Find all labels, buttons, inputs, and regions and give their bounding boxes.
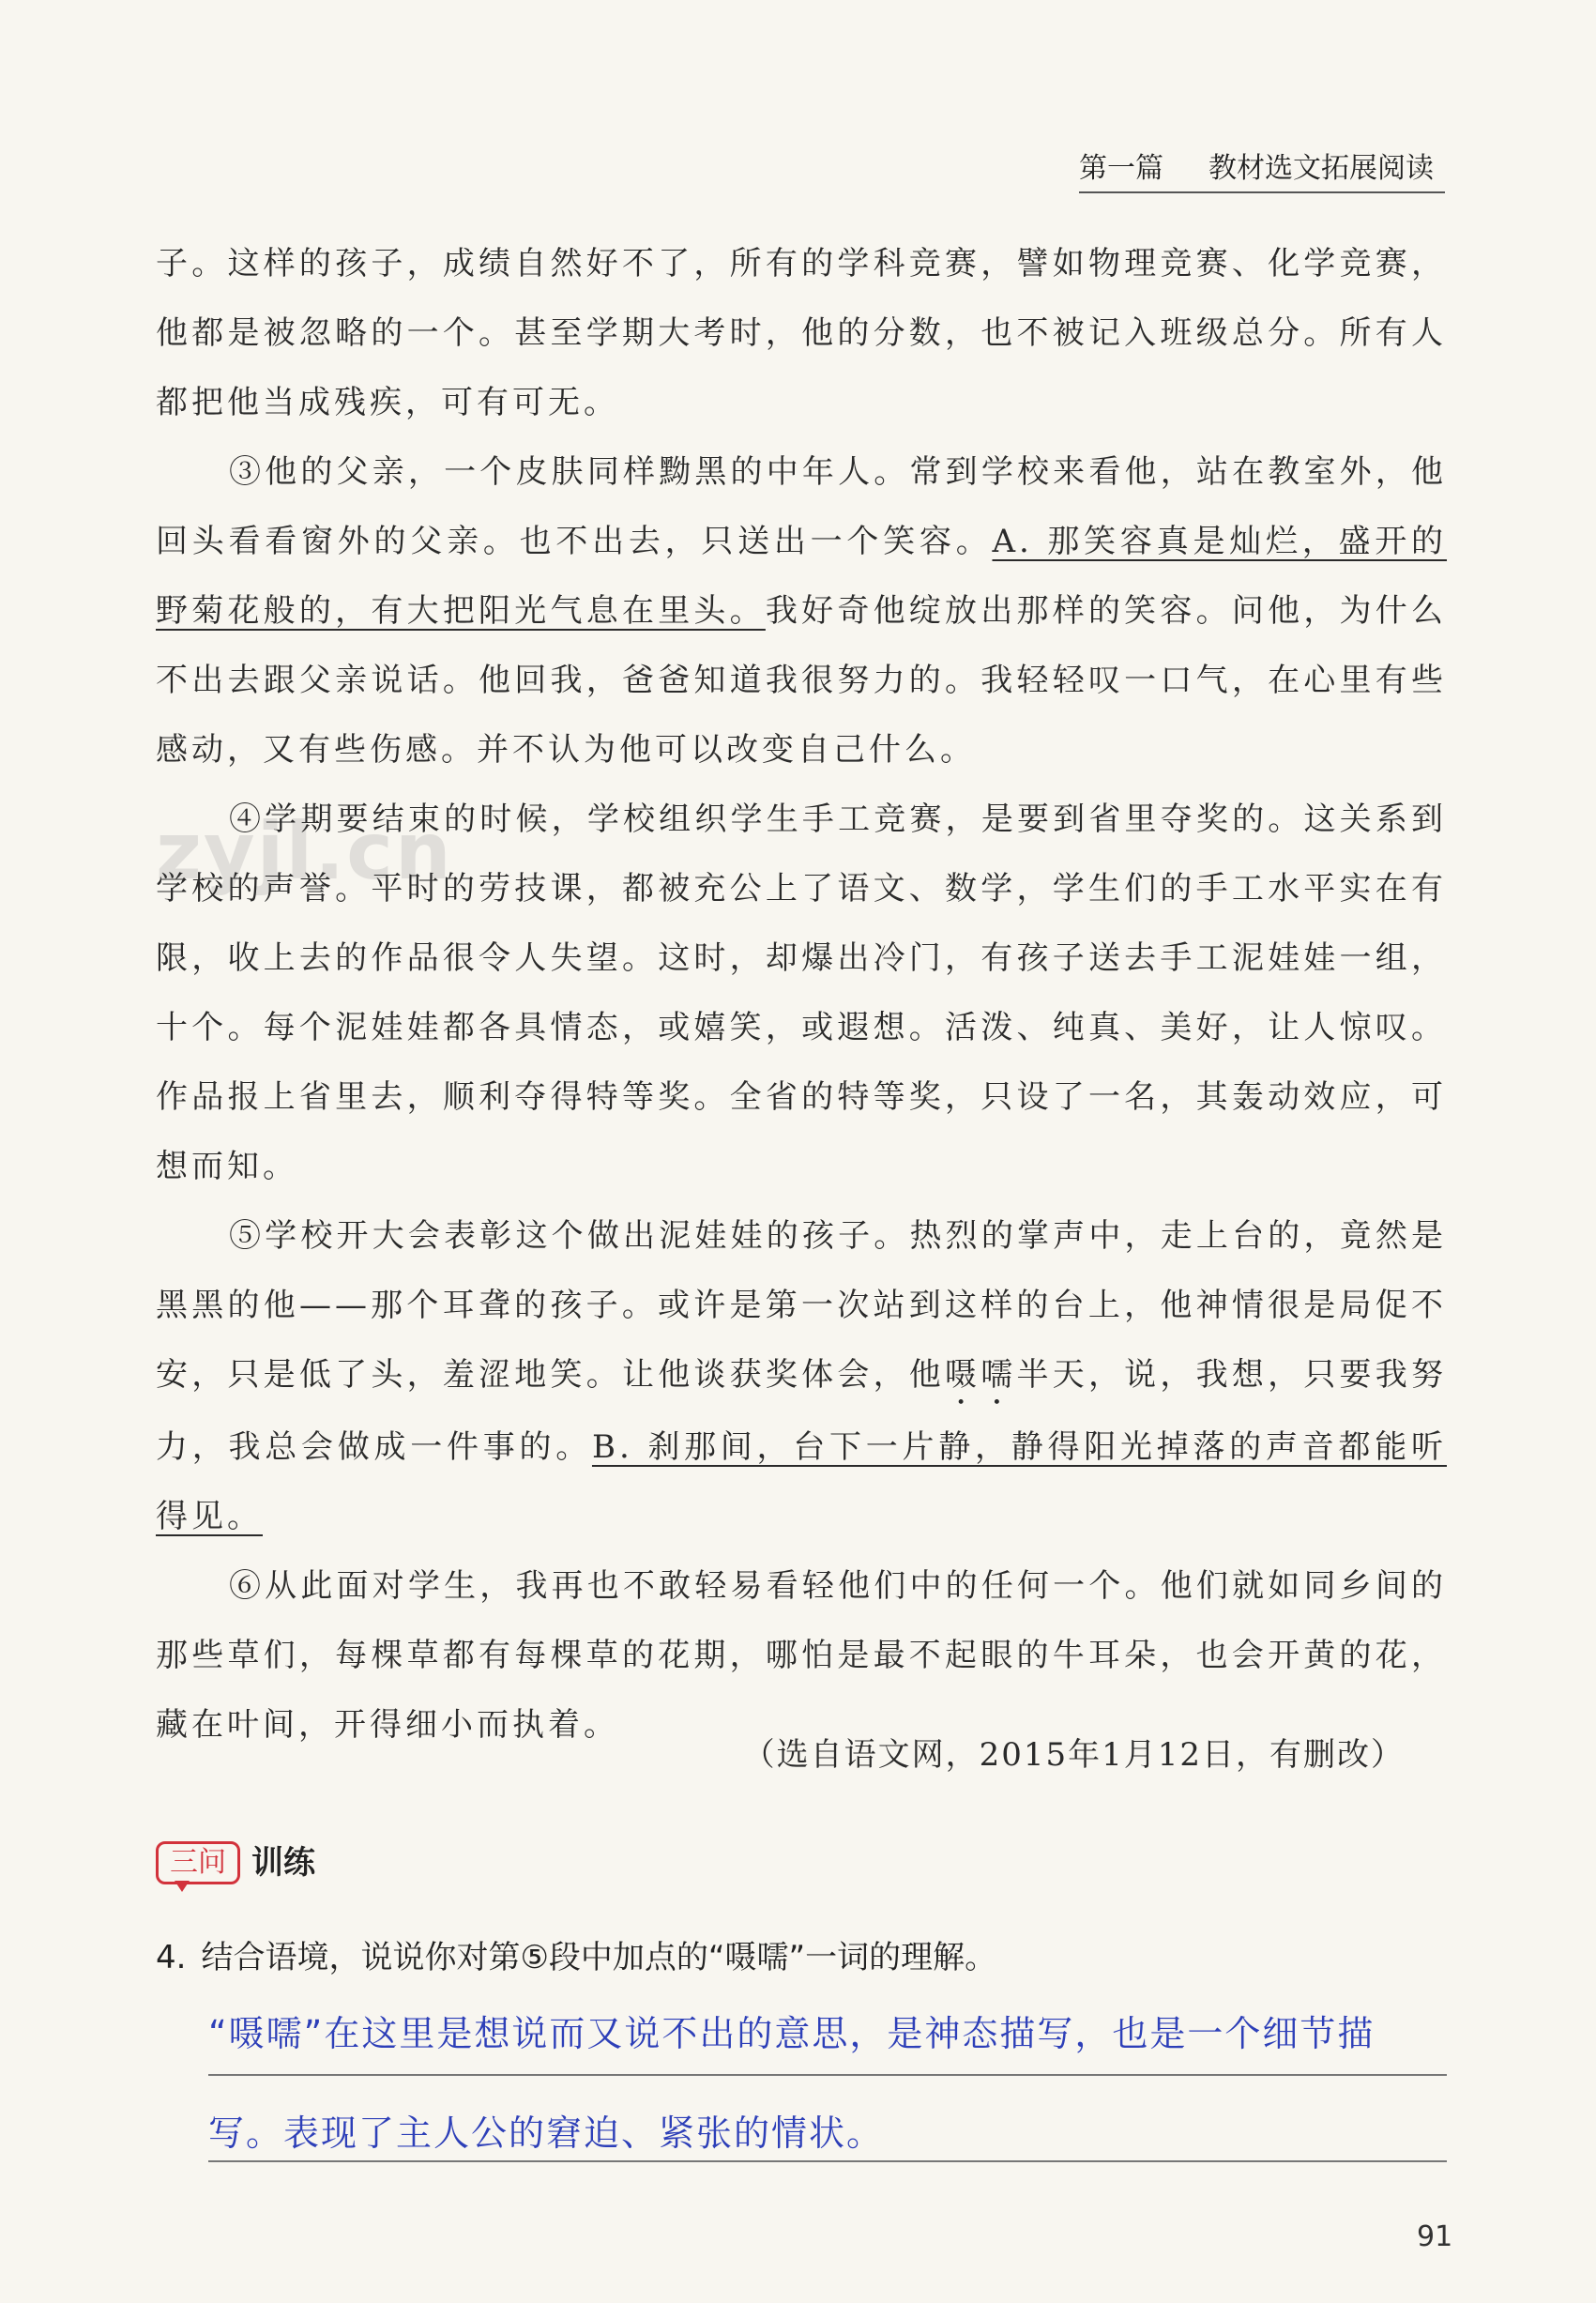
paragraph-continued: 子。这样的孩子，成绩自然好不了，所有的学科竞赛，譬如物理竞赛、化学竞赛，他都是被忽略的一个。甚至学期大考时，他的分数，也不被记入班级总分。所有人都把他当成残疾，可有可无。: [156, 245, 1447, 421]
paragraph-5: [156, 1201, 1447, 1551]
paragraph-3: [156, 437, 1447, 785]
header-section: 第一篇: [1079, 152, 1163, 185]
paragraph-3-text-a: ③他的父亲，一个皮肤同样黝黑的中年人。常到学校来看他，站在教室外，他回头看看窗外的父亲。也不出去，只送出一个笑容。: [156, 453, 1447, 560]
paragraph-3-text-b: 我好奇他绽放出那样的笑容。问他，为什么不出去跟父亲说话。他回我，爸爸知道我很努力的。我轻轻叹一口气，在心里有些感动，又有些伤感。并不认为他可以改变自己什么。: [156, 592, 1448, 769]
answer-line-1: “嗫嚅”在这里是想说而又说不出的意思，是神态描写，也是一个细节描: [208, 2013, 1376, 2054]
dotted-word: 嗫嚅: [945, 1356, 1017, 1394]
header-rule: [1079, 191, 1445, 193]
question-4: [156, 1935, 1451, 1980]
reading-passage: [156, 229, 1447, 1760]
question-number: 4.: [156, 1939, 187, 1976]
underlined-sentence-a: A. 那笑容真是灿烂，盛开的野菊花般的，有大把阳光气息在里头。: [156, 523, 1448, 630]
source-citation: （选自语文网，2015年1月12日，有删改）: [742, 1736, 1405, 1774]
underlined-sentence-b: B. 刹那间，台下一片静，静得阳光掉落的声音都能听得见。: [156, 1428, 1447, 1535]
answer-rule-2: [208, 2160, 1447, 2162]
paragraph-5-text-b: 半天，说，我想，只要我努力，我总会做成一件事的。: [156, 1356, 1448, 1466]
question-text: 结合语境，说说你对第⑤段中加点的“嗫嚅”一词的理解。: [201, 1939, 997, 1976]
paragraph-5-text-a: ⑤学校开大会表彰这个做出泥娃娃的孩子。热烈的掌声中，走上台的，竟然是黑黑的他——那个耳聋的孩子。或许是第一次站到这样的台上，他神情很是局促不安，只是低了头，羞涩地笑。让他谈获奖体会，他: [156, 1217, 1447, 1394]
answer-rule-1: [208, 2074, 1447, 2076]
training-badge: 三问: [156, 1841, 240, 1884]
paragraph-6: ⑥从此面对学生，我再也不敢轻易看轻他们中的任何一个。他们就如同乡间的那些草们，每棵草都有每棵草的花期，哪怕是最不起眼的牛耳朵，也会开黄的花，藏在叶间，开得细小而执着。: [156, 1567, 1447, 1744]
answer-line-2: 写。表现了主人公的窘迫、紧张的情状。: [208, 2112, 885, 2154]
page-number: 91: [1417, 2220, 1453, 2253]
paragraph-4: ④学期要结束的时候，学校组织学生手工竞赛，是要到省里夺奖的。这关系到学校的声誉。平时的劳技课，都被充公上了语文、数学，学生们的手工水平实在有限，收上去的作品很令人失望。这时，却爆出冷门，有孩子送去手工泥娃娃一组，十个。每个泥娃娃都各具情态，或嬉笑，或遐想。活泼、纯真、美好，让人惊叹。作品报上省里去，顺利夺得特等奖。全省的特等奖，只设了一名，其轰动效应，可想而知。: [156, 801, 1447, 1185]
header-title: 教材选文拓展阅读: [1208, 152, 1434, 185]
training-label: 训练: [251, 1844, 315, 1882]
badge-tail-icon: [175, 1881, 190, 1892]
watermark: zyjl.cn: [156, 805, 453, 897]
running-header: [1079, 141, 1445, 193]
